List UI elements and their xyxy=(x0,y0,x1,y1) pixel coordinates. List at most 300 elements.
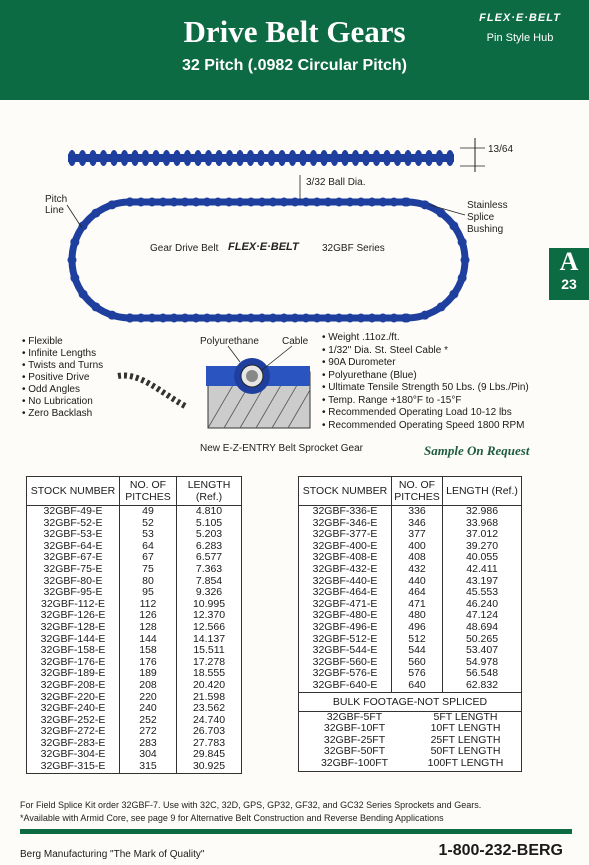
list-item: • Recommended Operating Load 10-12 lbs xyxy=(322,407,529,420)
belt-pin xyxy=(126,198,135,207)
pitches-cell: 240 xyxy=(120,703,177,715)
sample-note: Sample On Request xyxy=(424,443,530,458)
list-item: • Infinite Lengths xyxy=(22,348,103,360)
belt-pin xyxy=(236,314,245,323)
list-item: • Weight .11oz./ft. xyxy=(322,332,529,345)
belt-pin xyxy=(352,150,360,166)
length-cell: 24.740 xyxy=(192,713,226,726)
length-cell: 32.986 xyxy=(465,505,499,517)
stock-number-cell: 32GBF-272-E xyxy=(27,726,120,738)
features-list xyxy=(22,336,103,420)
belt-pin xyxy=(446,150,454,166)
stock-number-cell: 32GBF-336-E xyxy=(299,506,392,518)
belt-pin xyxy=(159,198,168,207)
length-cell: 14.137 xyxy=(192,632,226,645)
stock-number-cell: 32GBF-400-E xyxy=(299,541,392,553)
belt-pin xyxy=(368,198,377,207)
belt-pin xyxy=(100,150,108,166)
phone-number: 1-800-232-BERG xyxy=(438,842,563,859)
col-header-length: LENGTH (Ref.) xyxy=(443,477,522,506)
belt-pin xyxy=(247,198,256,207)
belt-pin xyxy=(320,150,328,166)
brand-subtitle: Pin Style Hub xyxy=(486,32,554,44)
belt-pin xyxy=(404,150,412,166)
belt-pin xyxy=(192,198,201,207)
pitches-cell: 49 xyxy=(120,506,177,518)
belt-pin xyxy=(362,150,370,166)
belt-pin xyxy=(121,150,129,166)
stock-number-cell: 32GBF-283-E xyxy=(27,738,120,750)
belt-pin xyxy=(184,150,192,166)
col-header-stock: STOCK NUMBER xyxy=(299,477,392,506)
stock-number-cell: 32GBF-346-E xyxy=(299,518,392,530)
length-cell: 10.995 xyxy=(192,597,226,610)
length-cell: 9.326 xyxy=(195,586,223,599)
belt-pin xyxy=(70,238,79,247)
belt-pin xyxy=(449,221,458,230)
bulk-header: BULK FOOTAGE-NOT SPLICED xyxy=(299,692,521,712)
belt-pin xyxy=(383,150,391,166)
belt-pin xyxy=(181,314,190,323)
belt-pin xyxy=(68,256,77,265)
belt-pin xyxy=(247,150,255,166)
table-row xyxy=(27,761,241,773)
stock-table-right xyxy=(298,476,522,772)
stock-number-cell: 32GBF-75-E xyxy=(27,564,120,576)
stock-number-cell: 32GBF-471-E xyxy=(299,599,392,611)
table-row xyxy=(27,506,241,518)
belt-pin xyxy=(163,150,171,166)
belt-pin xyxy=(458,238,467,247)
belt-pin xyxy=(280,198,289,207)
belt-pin xyxy=(289,150,297,166)
length-cell: 26.703 xyxy=(192,725,226,738)
length-cell: 46.240 xyxy=(465,597,499,610)
pitches-cell: 189 xyxy=(120,668,177,680)
length-cell: 45.553 xyxy=(465,586,499,599)
belt-pin xyxy=(203,314,212,323)
belt-pin xyxy=(181,198,190,207)
length-cell: 20.420 xyxy=(192,678,226,691)
belt-pin xyxy=(194,150,202,166)
belt-pin xyxy=(142,150,150,166)
length-cell: 7.363 xyxy=(195,562,223,575)
belt-pin xyxy=(335,198,344,207)
list-item: • Odd Angles xyxy=(22,384,103,396)
stock-number-cell: 32GBF-80-E xyxy=(27,576,120,588)
stock-number-cell: 32GBF-496-E xyxy=(299,622,392,634)
stock-number-cell: 32GBF-49-E xyxy=(27,506,120,518)
pitches-cell: 144 xyxy=(120,634,177,646)
belt-pin xyxy=(108,311,117,320)
stock-number-cell: 32GBF-640-E xyxy=(299,680,392,692)
footnote-armid: *Available with Armid Core, see page 9 for Alternative Belt Construction and Reverse Bending Applications xyxy=(20,813,444,823)
length-cell: 6.283 xyxy=(195,539,223,552)
length-cell: 5.105 xyxy=(195,516,223,529)
stock-number-cell: 32GBF-64-E xyxy=(27,541,120,553)
belt-pin xyxy=(258,198,267,207)
belt-pin xyxy=(226,150,234,166)
belt-pin xyxy=(324,314,333,323)
page-subtitle: 32 Pitch (.0982 Circular Pitch) xyxy=(182,57,407,74)
stock-number-cell: 32GBF-464-E xyxy=(299,587,392,599)
table-row xyxy=(299,587,521,599)
belt-pin xyxy=(341,150,349,166)
pitches-cell: 176 xyxy=(120,657,177,669)
belt-pin xyxy=(302,314,311,323)
table-row xyxy=(27,645,241,657)
pitches-cell: 544 xyxy=(392,645,443,657)
belt-pin xyxy=(331,150,339,166)
pitches-cell: 336 xyxy=(392,506,443,518)
belt-pin xyxy=(357,314,366,323)
loop-belt-pins xyxy=(68,198,470,323)
length-cell: 50.265 xyxy=(465,632,499,645)
belt-pin xyxy=(70,273,79,282)
table-body xyxy=(27,506,241,773)
belt-series: 32GBF Series xyxy=(322,243,385,254)
dim-label: 13/64 xyxy=(488,144,514,155)
belt-pin xyxy=(373,150,381,166)
pitches-cell: 95 xyxy=(120,587,177,599)
pitches-cell: 80 xyxy=(120,576,177,588)
pitches-cell: 283 xyxy=(120,738,177,750)
belt-pin xyxy=(214,314,223,323)
bulk-part-cell: 32GBF-50FT xyxy=(323,745,386,758)
list-item: • Zero Backlash xyxy=(22,408,103,420)
list-item: • Twists and Turns xyxy=(22,360,103,372)
pitches-cell: 471 xyxy=(392,599,443,611)
poly-pointer xyxy=(228,346,240,362)
belt-pin xyxy=(324,198,333,207)
stock-number-cell: 32GBF-176-E xyxy=(27,657,120,669)
brand-logo: FLEX·E·BELT xyxy=(479,12,561,24)
stock-number-cell: 32GBF-220-E xyxy=(27,692,120,704)
table-row xyxy=(299,622,521,634)
length-cell: 12.566 xyxy=(192,620,226,633)
length-cell: 54.978 xyxy=(465,655,499,668)
table-row xyxy=(27,564,241,576)
belt-pin xyxy=(368,314,377,323)
length-cell: 6.577 xyxy=(195,551,223,564)
pitches-cell: 64 xyxy=(120,541,177,553)
belt-pin xyxy=(403,198,412,207)
stock-number-cell: 32GBF-408-E xyxy=(299,552,392,564)
belt-pin xyxy=(79,150,87,166)
pitches-cell: 158 xyxy=(120,645,177,657)
length-cell: 56.548 xyxy=(465,667,499,680)
table-row xyxy=(27,587,241,599)
belt-pin xyxy=(89,150,97,166)
bulk-part-cell: 32GBF-10FT xyxy=(323,722,386,735)
pitches-cell: 304 xyxy=(120,749,177,761)
list-item: • Recommended Operating Speed 1800 RPM xyxy=(322,420,529,433)
belt-pin xyxy=(126,314,135,323)
pitches-cell: 377 xyxy=(392,529,443,541)
belt-pin xyxy=(205,150,213,166)
bulk-length-cell: 10FT LENGTH xyxy=(430,722,501,735)
stock-number-cell: 32GBF-95-E xyxy=(27,587,120,599)
company-tagline: Berg Manufacturing "The Mark of Quality" xyxy=(20,849,205,860)
list-item: • 1/32" Dia. St. Steel Cable * xyxy=(322,345,529,358)
belt-pin xyxy=(403,314,412,323)
belt-pin xyxy=(379,198,388,207)
bulk-length-cell: 5FT LENGTH xyxy=(433,710,498,723)
straight-belt-pins xyxy=(68,150,454,166)
bulk-part-cell: 32GBF-5FT xyxy=(326,710,383,723)
page-title: Drive Belt Gears xyxy=(183,14,406,49)
length-cell: 40.055 xyxy=(465,551,499,564)
belt-pin xyxy=(173,150,181,166)
length-cell: 12.370 xyxy=(192,609,226,622)
pitches-cell: 346 xyxy=(392,518,443,530)
belt-pin xyxy=(108,200,117,209)
length-cell: 18.555 xyxy=(192,667,226,680)
bulk-length-cell: 50FT LENGTH xyxy=(430,745,501,758)
belt-pin xyxy=(269,314,278,323)
belt-pin xyxy=(257,150,265,166)
belt-pin xyxy=(425,150,433,166)
stock-number-cell: 32GBF-560-E xyxy=(299,657,392,669)
stock-number-cell: 32GBF-208-E xyxy=(27,680,120,692)
belt-pin xyxy=(335,314,344,323)
belt-pin xyxy=(268,150,276,166)
stock-number-cell: 32GBF-67-E xyxy=(27,552,120,564)
list-item: • Polyurethane (Blue) xyxy=(322,370,529,383)
stock-number-cell: 32GBF-128-E xyxy=(27,622,120,634)
belt-pin xyxy=(420,311,429,320)
splice-label: Stainless Splice Bushing xyxy=(467,200,508,235)
belt-pin xyxy=(91,209,100,218)
pitches-cell: 112 xyxy=(120,599,177,611)
belt-pin xyxy=(302,198,311,207)
bulk-part-cell: 32GBF-100FT xyxy=(320,756,389,769)
table-row xyxy=(299,758,521,770)
belt-pin xyxy=(437,209,446,218)
pitches-cell: 52 xyxy=(120,518,177,530)
belt-pin xyxy=(313,198,322,207)
length-cell: 21.598 xyxy=(192,690,226,703)
table-row xyxy=(299,506,521,518)
pitches-cell: 75 xyxy=(120,564,177,576)
belt-pin xyxy=(449,290,458,299)
belt-pin xyxy=(236,150,244,166)
page-number: 23 xyxy=(561,276,577,292)
table-row xyxy=(299,680,521,692)
belt-pin xyxy=(225,314,234,323)
stock-table-left xyxy=(26,476,242,774)
bulk-length-cell: 25FT LENGTH xyxy=(430,733,501,746)
list-item: • Positive Drive xyxy=(22,372,103,384)
stock-number-cell: 32GBF-53-E xyxy=(27,529,120,541)
belt-pin xyxy=(415,150,423,166)
pitches-cell: 464 xyxy=(392,587,443,599)
col-header-pitches: NO. OF PITCHES xyxy=(120,477,177,506)
belt-pin xyxy=(110,150,118,166)
list-item: • Ultimate Tensile Strength 50 Lbs. (9 Lbs./Pin) xyxy=(322,382,529,395)
length-cell: 37.012 xyxy=(465,528,499,541)
length-cell: 62.832 xyxy=(465,678,499,691)
belt-pin xyxy=(313,314,322,323)
length-cell: 15.511 xyxy=(193,644,225,657)
belt-pin xyxy=(91,302,100,311)
polyurethane-label: Polyurethane xyxy=(200,336,259,347)
pitches-cell: 53 xyxy=(120,529,177,541)
belt-pin xyxy=(170,314,179,323)
length-cell: 42.411 xyxy=(466,562,498,575)
pitches-cell: 480 xyxy=(392,610,443,622)
pitches-cell: 576 xyxy=(392,668,443,680)
length-cell: 7.854 xyxy=(195,574,223,587)
length-cell: 5.203 xyxy=(195,528,223,541)
belt-pin xyxy=(137,198,146,207)
stock-number-cell: 32GBF-480-E xyxy=(299,610,392,622)
belt-pin xyxy=(170,198,179,207)
belt-pin xyxy=(79,290,88,299)
belt-pin xyxy=(159,314,168,323)
table-row xyxy=(299,723,521,735)
pitches-cell: 126 xyxy=(120,610,177,622)
pitches-cell: 128 xyxy=(120,622,177,634)
belt-pin xyxy=(394,150,402,166)
pitches-cell: 315 xyxy=(120,761,177,773)
length-cell: 27.783 xyxy=(192,736,226,749)
belt-pin xyxy=(137,314,146,323)
length-cell: 33.968 xyxy=(465,516,499,529)
pitches-cell: 432 xyxy=(392,564,443,576)
stock-number-cell: 32GBF-126-E xyxy=(27,610,120,622)
belt-pin xyxy=(420,200,429,209)
length-cell: 53.407 xyxy=(465,644,499,657)
length-cell: 17.278 xyxy=(192,655,226,668)
belt-pin xyxy=(148,198,157,207)
belt-pin xyxy=(379,314,388,323)
belt-pin xyxy=(280,314,289,323)
col-header-length: LENGTH (Ref.) xyxy=(177,477,242,506)
list-item: • 90A Durometer xyxy=(322,357,529,370)
belt-pin xyxy=(346,198,355,207)
stock-number-cell: 32GBF-240-E xyxy=(27,703,120,715)
stock-number-cell: 32GBF-52-E xyxy=(27,518,120,530)
length-cell: 4.810 xyxy=(195,505,223,517)
belt-pin xyxy=(310,150,318,166)
belt-pin xyxy=(68,150,76,166)
belt-pin xyxy=(214,198,223,207)
sprocket-caption: New E-Z-ENTRY Belt Sprocket Gear xyxy=(200,443,364,454)
belt-pin xyxy=(390,314,399,323)
belt-pin xyxy=(436,150,444,166)
stock-number-cell: 32GBF-252-E xyxy=(27,715,120,727)
section-letter: A xyxy=(559,247,579,276)
stock-number-cell: 32GBF-315-E xyxy=(27,761,120,773)
bulk-length-cell: 100FT LENGTH xyxy=(427,756,504,769)
ball-dia-label: 3/32 Ball Dia. xyxy=(306,177,366,188)
length-cell: 39.270 xyxy=(465,539,499,552)
belt-pin xyxy=(203,198,212,207)
bulk-part-cell: 32GBF-25FT xyxy=(323,733,386,746)
belt-pin xyxy=(299,150,307,166)
pitches-cell: 67 xyxy=(120,552,177,564)
belt-pin xyxy=(291,314,300,323)
bulk-table xyxy=(299,712,521,772)
belt-brand: FLEX·E·BELT xyxy=(228,241,299,253)
belt-pin xyxy=(79,221,88,230)
stock-number-cell: 32GBF-512-E xyxy=(299,634,392,646)
length-cell: 47.124 xyxy=(465,609,499,622)
stock-number-cell: 32GBF-440-E xyxy=(299,576,392,588)
stock-number-cell: 32GBF-432-E xyxy=(299,564,392,576)
belt-pin xyxy=(291,198,300,207)
table-row xyxy=(27,680,241,692)
belt-pin xyxy=(269,198,278,207)
belt-pin xyxy=(148,314,157,323)
stock-number-cell: 32GBF-576-E xyxy=(299,668,392,680)
belt-pin xyxy=(278,150,286,166)
belt-pin xyxy=(236,198,245,207)
stock-number-cell: 32GBF-189-E xyxy=(27,668,120,680)
table-row xyxy=(27,703,241,715)
belt-pin xyxy=(152,150,160,166)
pitches-cell: 560 xyxy=(392,657,443,669)
stock-number-cell: 32GBF-304-E xyxy=(27,749,120,761)
belt-pin xyxy=(247,314,256,323)
table-row xyxy=(299,564,521,576)
belt-pin xyxy=(192,314,201,323)
pitches-cell: 400 xyxy=(392,541,443,553)
stock-number-cell: 32GBF-112-E xyxy=(27,599,120,611)
col-header-pitches: NO. OF PITCHES xyxy=(392,477,443,506)
pitch-line-label: Pitch Line xyxy=(45,194,68,216)
col-header-stock: STOCK NUMBER xyxy=(27,477,120,506)
pitches-cell: 272 xyxy=(120,726,177,738)
stock-number-cell: 32GBF-158-E xyxy=(27,645,120,657)
stock-number-cell: 32GBF-377-E xyxy=(299,529,392,541)
pitches-cell: 440 xyxy=(392,576,443,588)
list-item: • Flexible xyxy=(22,336,103,348)
belt-pin xyxy=(225,198,234,207)
length-cell: 48.694 xyxy=(465,620,499,633)
belt-pin xyxy=(346,314,355,323)
belt-pin xyxy=(357,198,366,207)
pitches-cell: 252 xyxy=(120,715,177,727)
specs-list xyxy=(322,332,529,432)
pitches-cell: 512 xyxy=(392,634,443,646)
cable-core xyxy=(246,370,258,382)
list-item: • No Lubrication xyxy=(22,396,103,408)
pitches-cell: 408 xyxy=(392,552,443,564)
stock-number-cell: 32GBF-544-E xyxy=(299,645,392,657)
length-cell: 30.925 xyxy=(192,760,226,773)
belt-pin xyxy=(131,150,139,166)
list-item: • Temp. Range +180°F to -15°F xyxy=(322,395,529,408)
belt-name-prefix: Gear Drive Belt xyxy=(150,243,219,254)
footer-rule xyxy=(20,829,572,834)
pitches-cell: 220 xyxy=(120,692,177,704)
length-cell: 29.845 xyxy=(192,748,226,761)
table-row xyxy=(299,645,521,657)
cable-label: Cable xyxy=(282,336,309,347)
loop-belt xyxy=(72,202,465,318)
stock-number-cell: 32GBF-144-E xyxy=(27,634,120,646)
belt-pin xyxy=(437,302,446,311)
belt-pin xyxy=(215,150,223,166)
belt-pin xyxy=(258,314,267,323)
pitches-cell: 208 xyxy=(120,680,177,692)
twisted-belt xyxy=(118,375,185,406)
table-row xyxy=(27,622,241,634)
pitches-cell: 496 xyxy=(392,622,443,634)
length-cell: 43.197 xyxy=(465,574,499,587)
